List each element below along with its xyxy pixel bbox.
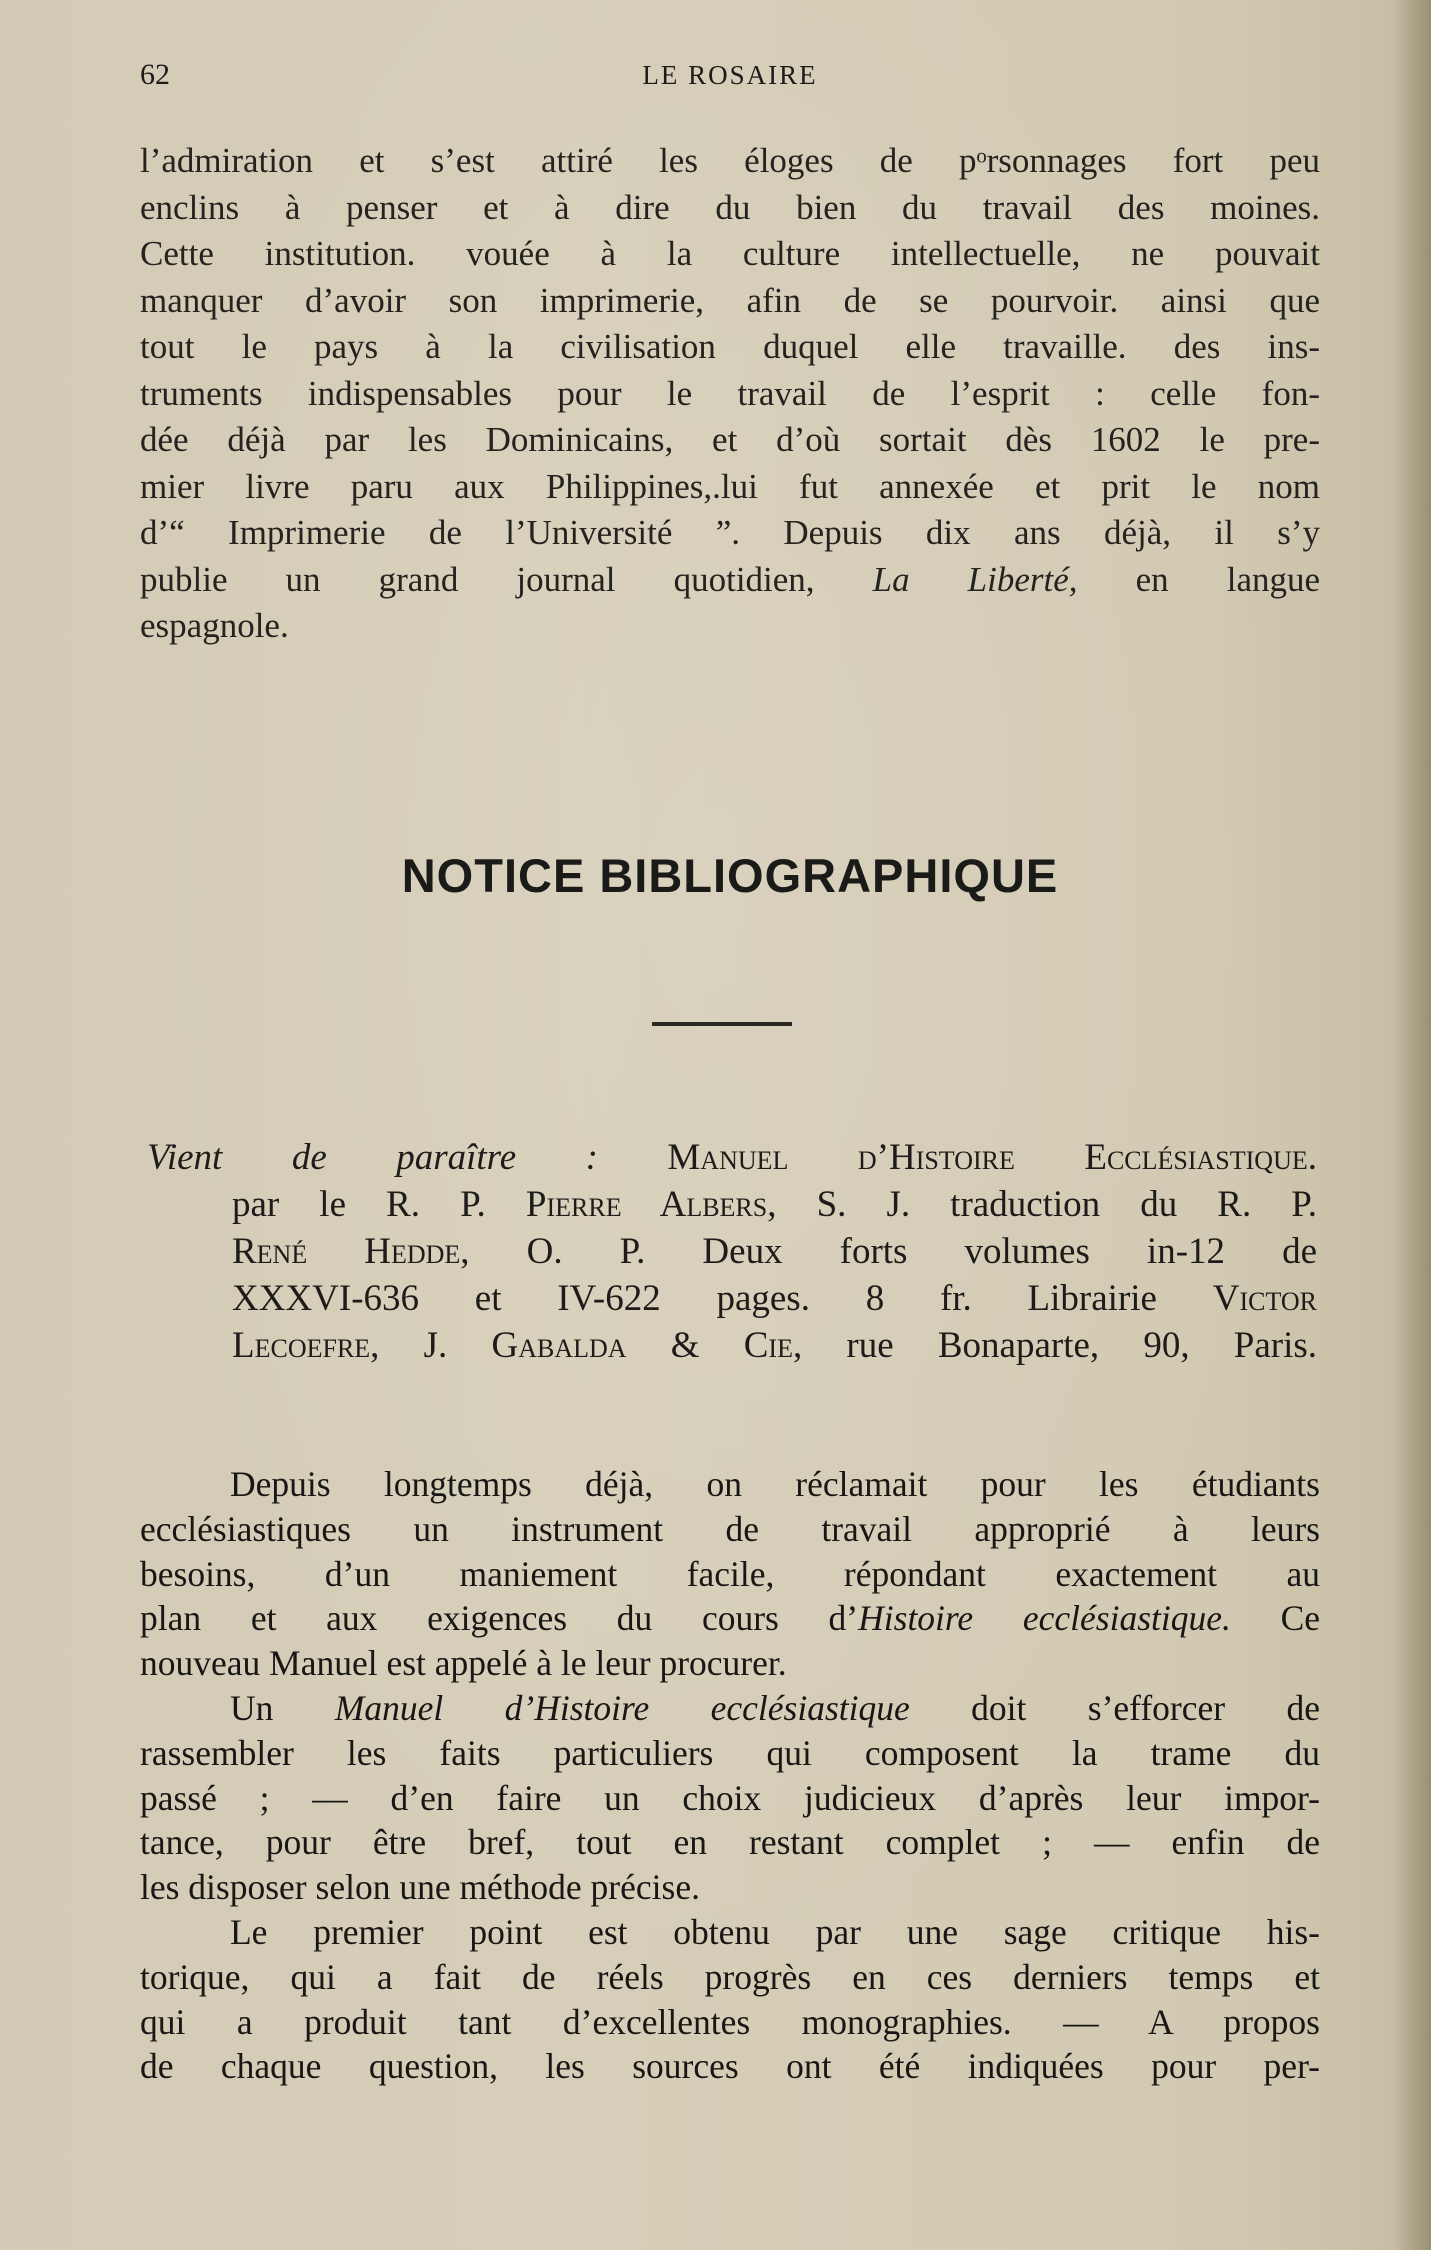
text-run: Un	[230, 1687, 335, 1728]
text-line: besoins, d’un maniement facile, répondant exactement au	[140, 1553, 1320, 1594]
text-line: de chaque question, les sources ont été indiquées pour per-	[140, 2046, 1320, 2087]
publisher-name: Victor	[1212, 1278, 1318, 1319]
journal-title: La Liberté,	[872, 559, 1078, 599]
text-line: l’admiration et s’est attiré les éloges de pᵒrsonnages fort peu	[140, 141, 1320, 180]
running-title: LE ROSAIRE	[642, 60, 818, 90]
section-heading: NOTICE BIBLIOGRAPHIQUE	[401, 849, 1059, 902]
text-run: publie un grand journal quotidien,	[140, 559, 815, 599]
text-line: nouveau Manuel est appelé à le leur procurer.	[140, 1643, 787, 1684]
text-run: O. P. Deux forts volumes in-12 de	[526, 1231, 1317, 1272]
text-line: passé ; — d’en faire un choix judicieux d’après leur impor-	[140, 1777, 1320, 1818]
text-run: &	[670, 1325, 700, 1366]
text-run: en langue	[1135, 559, 1321, 599]
text-line: espagnole.	[140, 606, 289, 645]
text-line	[140, 1596, 1320, 1641]
book-title: Manuel d’Histoire Ecclésiastique.	[667, 1137, 1317, 1178]
text-line: d’“ Imprimerie de l’Université ”. Depuis dix ans déjà, il s’y	[140, 513, 1320, 552]
heading-rule	[652, 1022, 792, 1026]
text-line: mier livre paru aux Philippines,.lui fut annexée et prit le nom	[140, 466, 1320, 506]
notice-lead: Vient de paraître :	[147, 1137, 598, 1178]
publisher-name: Gabalda	[491, 1325, 627, 1366]
text-run: J.	[423, 1325, 448, 1366]
text-run: par le R. P.	[232, 1184, 486, 1225]
author-name: Pierre Albers,	[525, 1184, 777, 1225]
text-line	[140, 557, 1320, 604]
text-line: truments indispensables pour le travail de l’esprit : celle fon-	[140, 373, 1320, 413]
text-run: XXXVI-636 et IV-622 pages. 8 fr. Librairie	[232, 1278, 1157, 1319]
text-line: les disposer selon une méthode précise.	[140, 1867, 700, 1908]
notice-line	[147, 1228, 1317, 1275]
page-number: 62	[140, 58, 170, 91]
publisher-address: rue Bonaparte, 90, Paris.	[846, 1325, 1318, 1366]
text-line: Le premier point est obtenu par une sage critique his-	[230, 1911, 1320, 1952]
page-edge-shadow	[1395, 0, 1431, 2250]
text-run: S. J. traduction du R. P.	[816, 1184, 1318, 1225]
notice-line	[147, 1134, 1317, 1181]
text-line: torique, qui a fait de réels progrès en ces derniers temps et	[140, 1956, 1320, 1997]
text-line: enclins à penser et à dire du bien du travail des moines.	[140, 187, 1320, 227]
text-line: dée déjà par les Dominicains, et d’où sortait dès 1602 le pre-	[140, 420, 1320, 459]
bibliographic-notice	[147, 1134, 1317, 1369]
running-header	[140, 58, 1320, 98]
text-line: Cette institution. vouée à la culture intellectuelle, ne pouvait	[140, 234, 1320, 273]
text-line: rassembler les faits particuliers qui composent la trame du	[140, 1732, 1320, 1773]
notice-line	[147, 1275, 1317, 1322]
publisher-name: Lecoefre,	[232, 1325, 380, 1366]
text-line: ecclésiastiques un instrument de travail approprié à leurs	[140, 1508, 1320, 1549]
text-line: tout le pays à la civilisation duquel elle travaille. des ins-	[140, 327, 1320, 366]
publisher-name: Cie,	[743, 1325, 803, 1366]
text-run: doit s’efforcer de	[909, 1687, 1320, 1728]
text-line: tance, pour être bref, tout en restant complet ; — enfin de	[140, 1822, 1320, 1863]
notice-line	[147, 1181, 1317, 1228]
italic-phrase: Manuel d’Histoire ecclésiastique	[334, 1687, 910, 1728]
review-text	[140, 1462, 1320, 2089]
text-line: manquer d’avoir son imprimerie, afin de se pourvoir. ainsi que	[140, 280, 1320, 320]
notice-line	[147, 1322, 1317, 1369]
text-run: Ce	[1230, 1598, 1321, 1639]
text-line: qui a produit tant d’excellentes monographies. — A propos	[140, 2001, 1320, 2042]
text-line	[140, 1686, 1320, 1731]
intro-paragraph	[140, 138, 1320, 650]
translator-name: René Hedde,	[232, 1231, 470, 1272]
text-run: plan et aux exigences du cours d’	[140, 1598, 859, 1639]
italic-phrase: Histoire ecclésiastique.	[858, 1598, 1231, 1639]
text-line: Depuis longtemps déjà, on réclamait pour les étudiants	[230, 1464, 1320, 1504]
